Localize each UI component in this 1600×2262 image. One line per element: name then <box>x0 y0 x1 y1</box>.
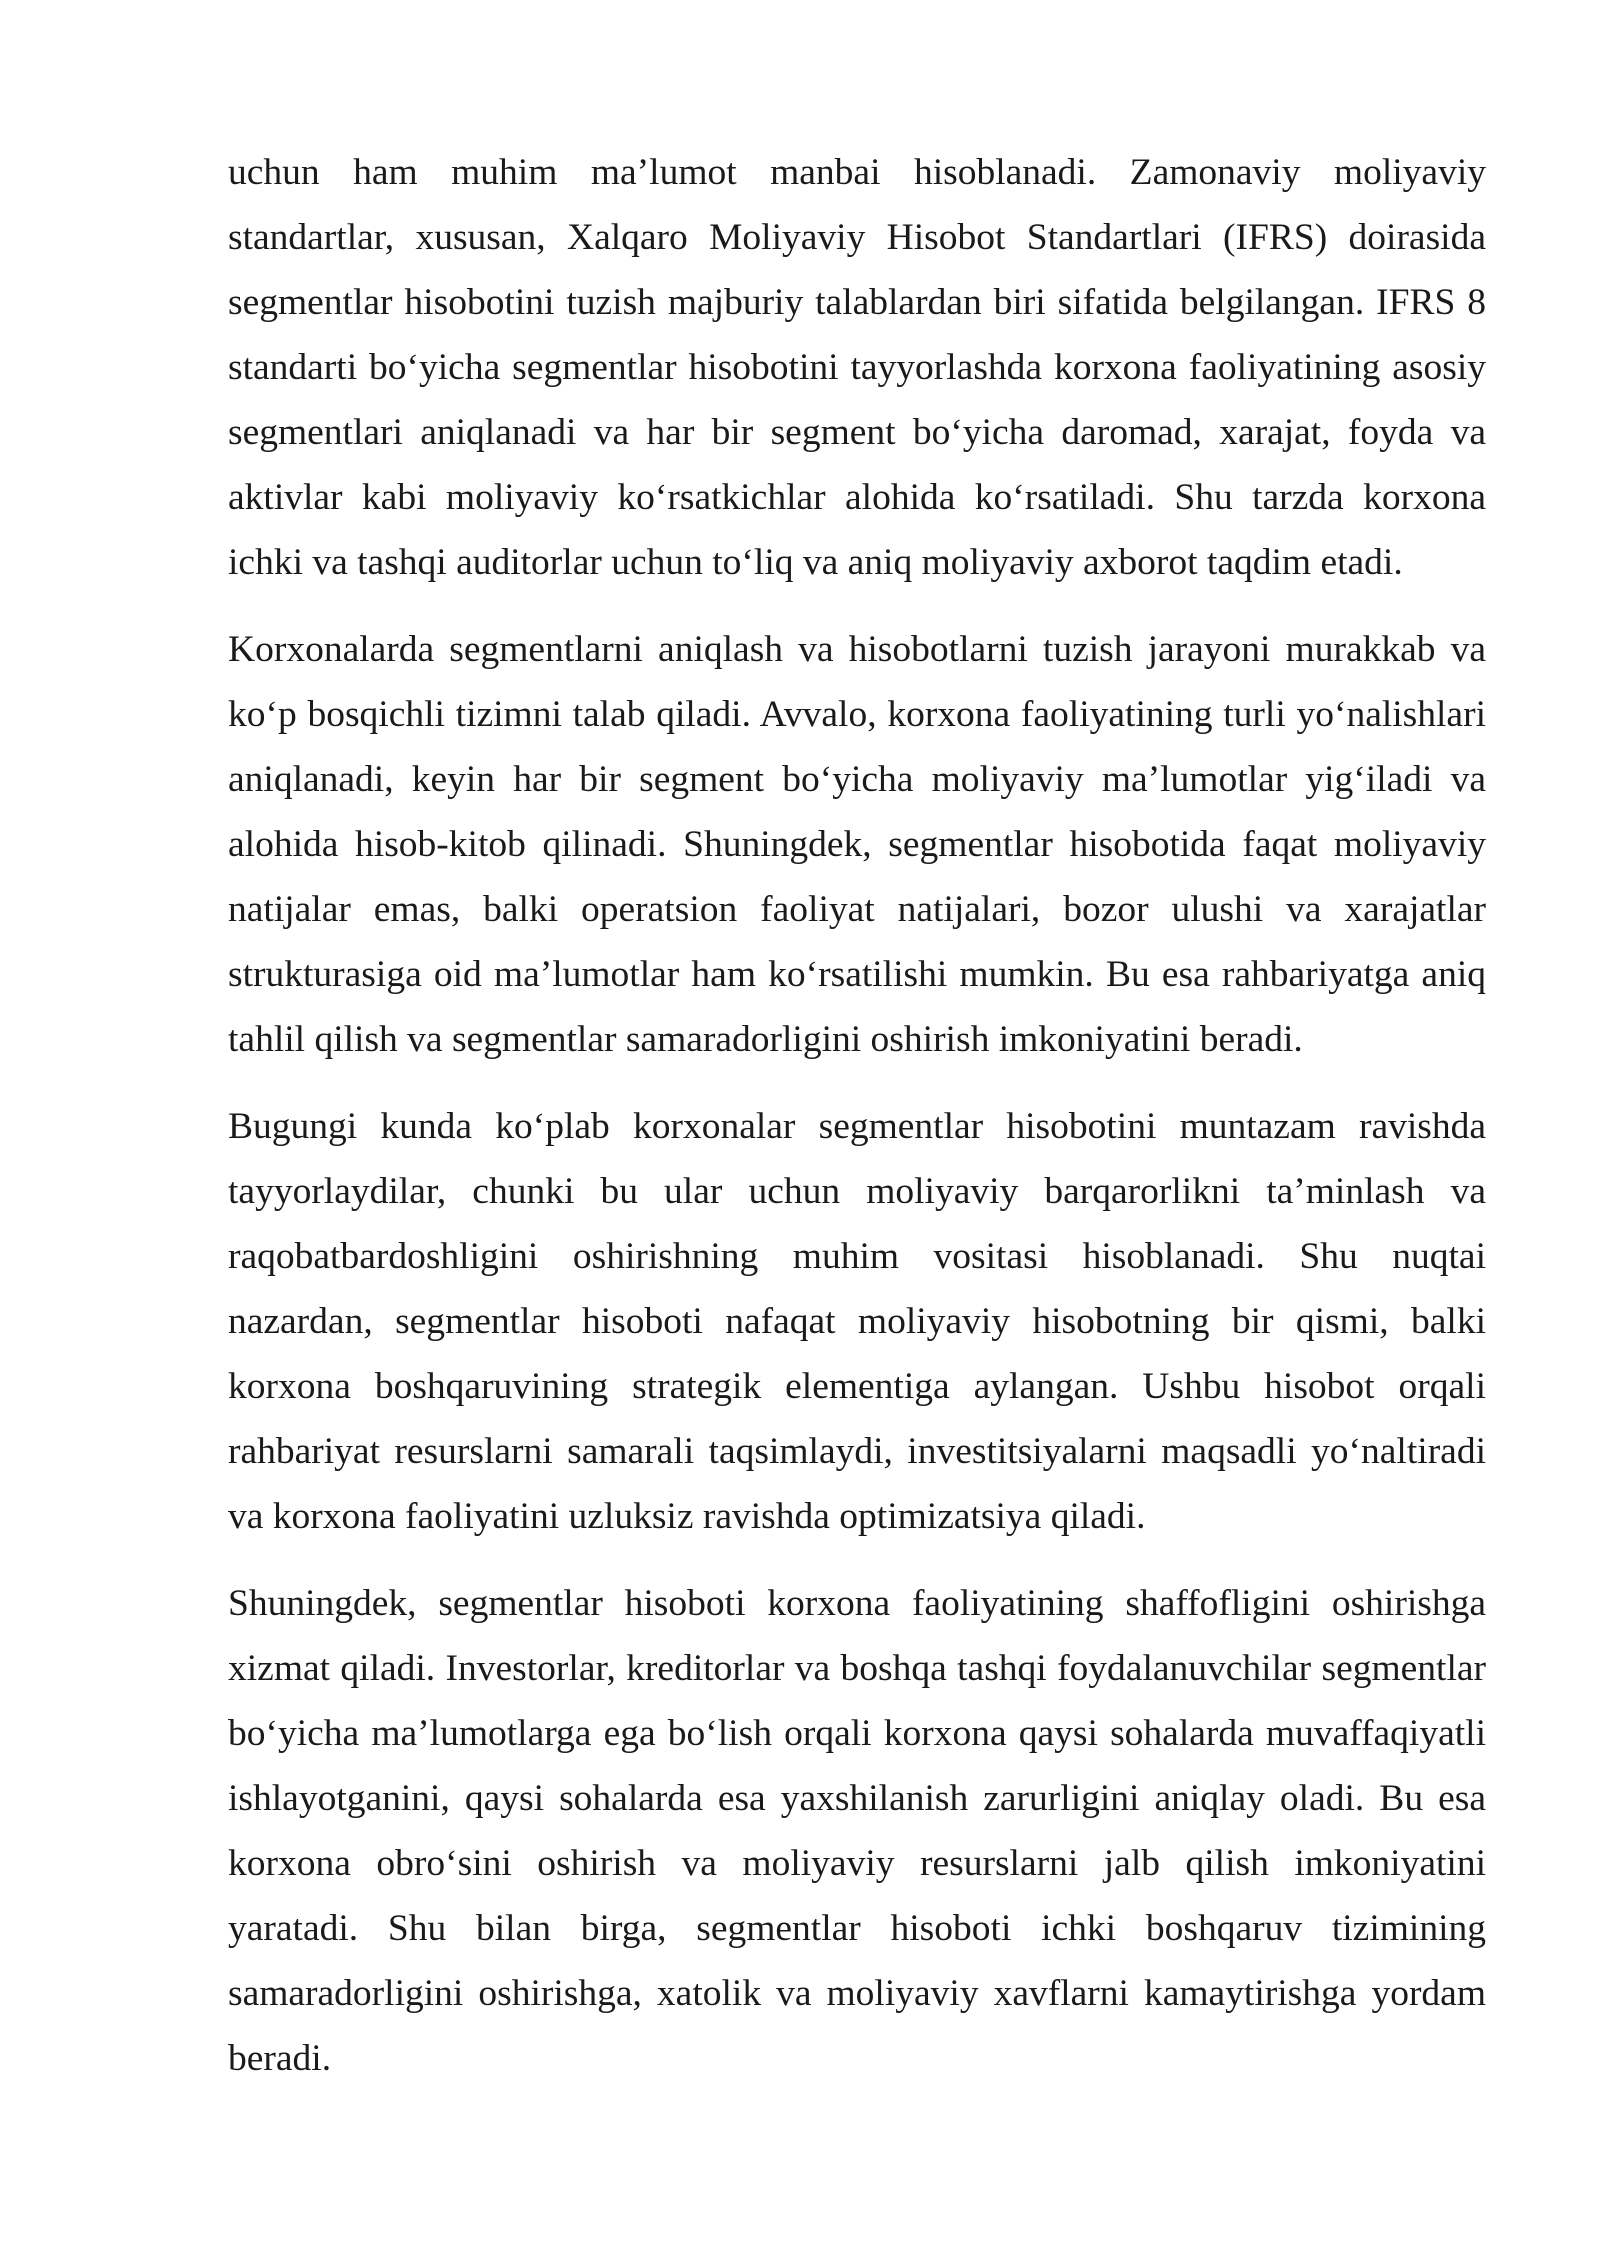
paragraph-ifrs-segment-reporting: uchun ham muhim ma’lumot manbai hisoblanadi. Zamonaviy moliyaviy standartlar, xususan, Xalqaro Moliyaviy Hisobot Standartlari (IFRS) doirasida segmentlar hisobotini tuzish majburiy talablardan biri sifatida belgilangan. IFRS 8 standarti bo‘yicha segmentlar hisobotini tayyorlashda korxona faoliyatining asosiy segmentlari aniqlanadi va har bir segment bo‘yicha daromad, xarajat, foyda va aktivlar kabi moliyaviy ko‘rsatkichlar alohida ko‘rsatiladi. Shu tarzda korxona ichki va tashqi auditorlar uchun to‘liq va aniq moliyaviy axborot taqdim etadi. <box>228 152 1486 583</box>
document-page <box>228 140 1486 2113</box>
paragraph-regular-segment-reporting: Bugungi kunda ko‘plab korxonalar segmentlar hisobotini muntazam ravishda tayyorlaydilar, chunki bu ular uchun moliyaviy barqarorlikni ta’minlash va raqobatbardoshligini oshirishning muhim vositasi hisoblanadi. Shu nuqtai nazardan, segmentlar hisoboti nafaqat moliyaviy hisobotning bir qismi, balki korxona boshqaruvining strategik elementiga aylangan. Ushbu hisobot orqali rahbariyat resurslarni samarali taqsimlaydi, investitsiyalarni maqsadli yo‘naltiradi va korxona faoliyatini uzluksiz ravishda optimizatsiya qiladi. <box>228 1106 1486 1537</box>
paragraph-transparency-benefits: Shuningdek, segmentlar hisoboti korxona faoliyatining shaffofligini oshirishga xizmat qiladi. Investorlar, kreditorlar va boshqa tashqi foydalanuvchilar segmentlar bo‘yicha ma’lumotlarga ega bo‘lish orqali korxona qaysi sohalarda muvaffaqiyatli ishlayotganini, qaysi sohalarda esa yaxshilanish zarurligini aniqlay oladi. Bu esa korxona obro‘sini oshirish va moliyaviy resurslarni jalb qilish imkoniyatini yaratadi. Shu bilan birga, segmentlar hisoboti ichki boshqaruv tizimining samaradorligini oshirishga, xatolik va moliyaviy xavflarni kamaytirishga yordam beradi. <box>228 1583 1486 2079</box>
paragraph-segment-identification-process: Korxonalarda segmentlarni aniqlash va hisobotlarni tuzish jarayoni murakkab va ko‘p bosqichli tizimni talab qiladi. Avvalo, korxona faoliyatining turli yo‘nalishlari aniqlanadi, keyin har bir segment bo‘yicha moliyaviy ma’lumotlar yig‘iladi va alohida hisob-kitob qilinadi. Shuningdek, segmentlar hisobotida faqat moliyaviy natijalar emas, balki operatsion faoliyat natijalari, bozor ulushi va xarajatlar strukturasiga oid ma’lumotlar ham ko‘rsatilishi mumkin. Bu esa rahbariyatga aniq tahlil qilish va segmentlar samaradorligini oshirish imkoniyatini beradi. <box>228 629 1486 1060</box>
